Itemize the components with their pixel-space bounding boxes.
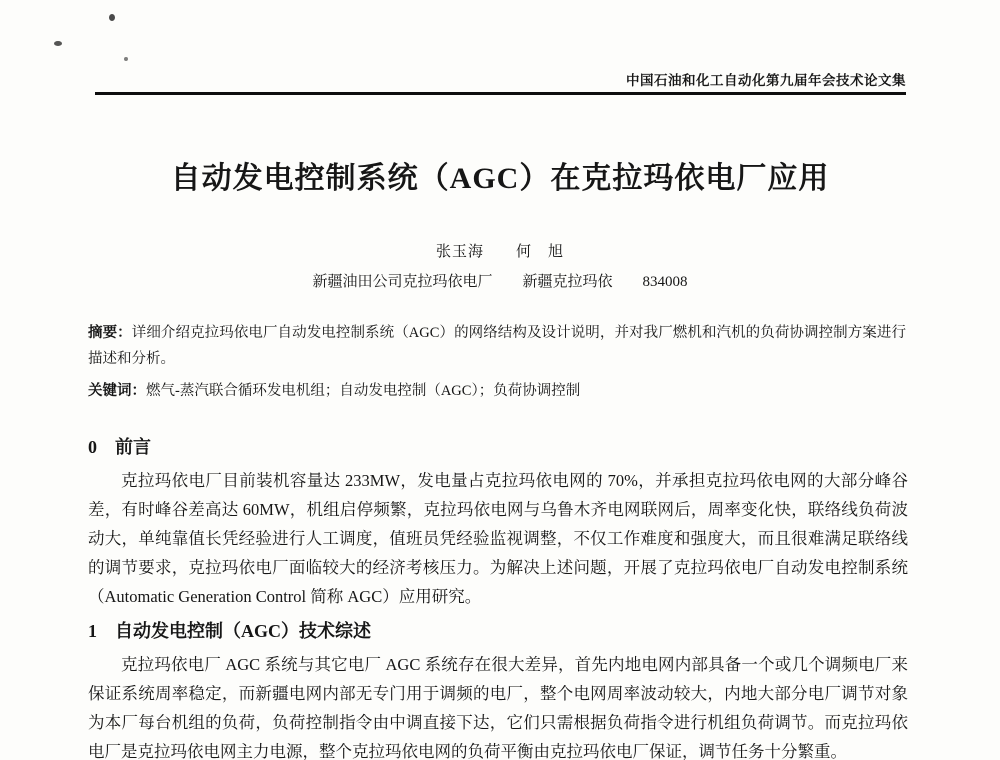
scan-artifact (54, 41, 62, 46)
keywords-paragraph (88, 378, 906, 404)
scan-artifact (109, 14, 115, 21)
section-heading-0: 0 前言 (88, 437, 151, 457)
scan-artifact (124, 57, 128, 61)
abstract-text: 详细介绍克拉玛依电厂自动发电控制系统（AGC）的网络结构及设计说明，并对我厂燃机和汽机的负荷协调控制方案进行描述和分析。 (88, 325, 906, 367)
abstract-label: 摘要： (88, 325, 132, 341)
abstract-paragraph (88, 320, 906, 372)
affiliation-line: 新疆油田公司克拉玛依电厂 新疆克拉玛依 834008 (312, 274, 688, 290)
authors-line: 张玉海 何 旭 (435, 244, 564, 260)
keywords-text: 燃气-蒸汽联合循环发电机组；自动发电控制（AGC）；负荷协调控制 (146, 383, 581, 399)
proceedings-header: 中国石油和化工自动化第九届年会技术论文集 (626, 73, 906, 88)
paper-body (88, 434, 908, 760)
section-heading-1: 1 自动发电控制（AGC）技术综述 (88, 621, 371, 641)
abstract-keywords-block (88, 320, 906, 404)
section-paragraph-0: 克拉玛依电厂目前装机容量达 233MW，发电量占克拉玛依电网的 70%，并承担克拉玛依电网的大部分峰谷差，有时峰谷差高达 60MW，机组启停频繁，克拉玛依电网与乌鲁木齐电网联网后，周率变化快，联络线负荷波动大，单纯靠值长凭经验进行人工调度，值班员凭经验监视调整，不仅工作难度和强度大，而且很难满足联络线的调节要求，克拉玛依电厂面临较大的经济考核压力。为解决上述问题，开展了克拉玛依电厂自动发电控制系统（Automatic Generation Control 简称 AGC）应用研究。 (88, 471, 908, 606)
section-paragraph-1: 克拉玛依电厂 AGC 系统与其它电厂 AGC 系统存在很大差异，首先内地电网内部具备一个或几个调频电厂来保证系统周率稳定，而新疆电网内部无专门用于调频的电厂，整个电网周率波动较大，内地大部分电厂调节对象为本厂每台机组的负荷，负荷控制指令由中调直接下达，它们只需根据负荷指令进行机组负荷调节。而克拉玛依电厂是克拉玛依电网主力电源，整个克拉玛依电网的负荷平衡由克拉玛依电厂保证，调节任务十分繁重。 (88, 655, 908, 760)
keywords-label: 关键词： (88, 383, 146, 399)
paper-title: 自动发电控制系统（AGC）在克拉玛依电厂应用 (170, 162, 830, 196)
header-divider-rule (95, 92, 906, 95)
